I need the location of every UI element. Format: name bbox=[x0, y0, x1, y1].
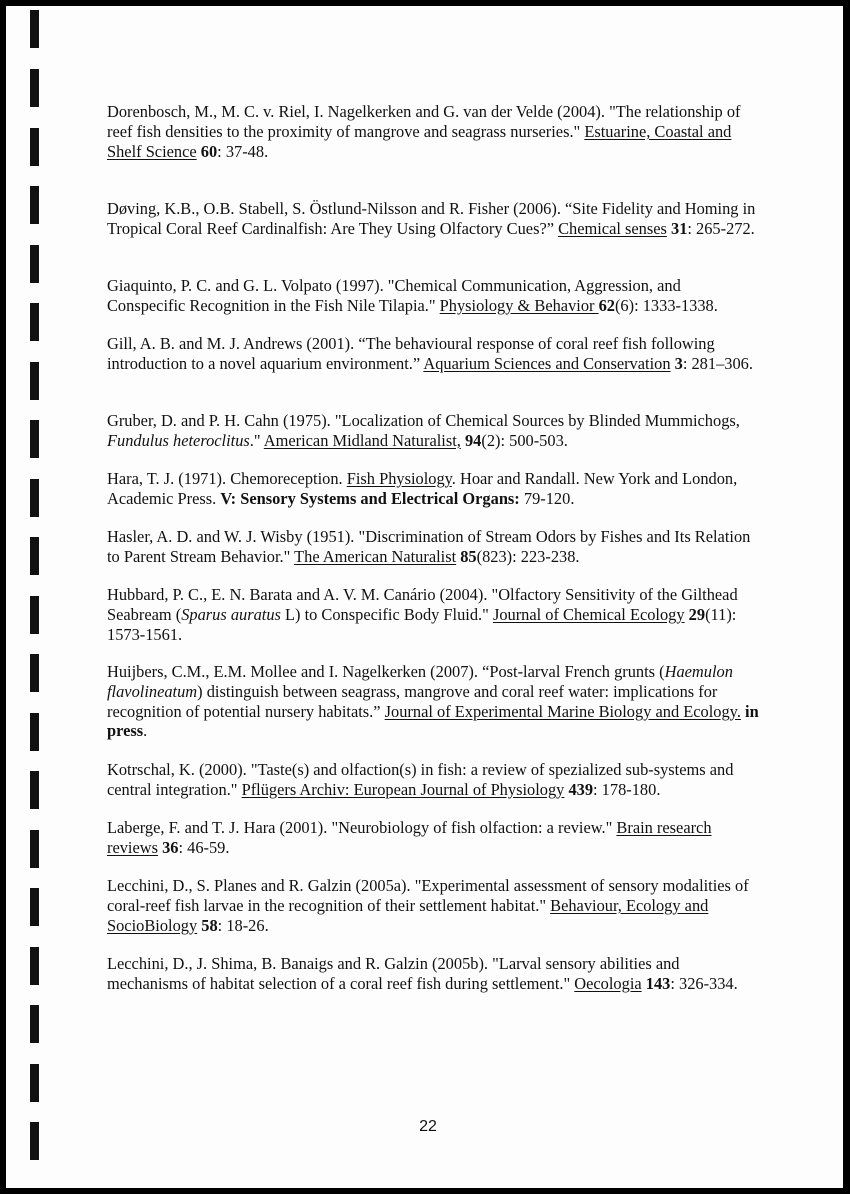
reference-authors: Hubbard, P. C., E. N. Barata and A. V. M. Canário (2004). "Olfactory Sensitivity of the Gilthead Seabream ( bbox=[107, 585, 738, 624]
reference-entry bbox=[107, 662, 762, 741]
binding-hole bbox=[30, 245, 39, 283]
binding-hole bbox=[30, 713, 39, 751]
reference-species: Sparus auratus bbox=[181, 604, 281, 624]
reference-authors: Laberge, F. and T. J. Hara (2001). "Neurobiology of fish olfaction: a review." bbox=[107, 818, 617, 837]
reference-pages: : 46-59. bbox=[178, 837, 230, 857]
reference-authors: Hasler, A. D. and W. J. Wisby (1951). "Discrimination of Stream Odors by Fishes and Its Relation to Parent Stream Behavior." bbox=[107, 527, 751, 566]
reference-authors: Dorenbosch, M., M. C. v. Riel, I. Nagelkerken and G. van der Velde (2004). "The relationship of reef fish densities to the proximity of mangrove and seagrass nurseries." bbox=[107, 102, 741, 141]
binding-hole bbox=[30, 303, 39, 341]
reference-journal: The American Naturalist bbox=[294, 546, 457, 566]
reference-entry bbox=[107, 527, 762, 567]
reference-authors: Gill, A. B. and M. J. Andrews (2001). “The behavioural response of coral reef fish following introduction to a novel aquarium environment.” bbox=[107, 334, 715, 373]
binding-holes bbox=[6, 6, 46, 1188]
reference-pages: : 18-26. bbox=[217, 915, 269, 935]
reference-species: Fundulus heteroclitus bbox=[107, 430, 250, 450]
reference-entry bbox=[107, 818, 762, 858]
reference-pages: (11): 1573-1561. bbox=[107, 604, 737, 644]
reference-authors: Lecchini, D., J. Shima, B. Banaigs and R. Galzin (2005b). "Larval sensory abilities and mechanisms of habitat selection of a coral reef fish during settlement." bbox=[107, 954, 680, 993]
binding-hole bbox=[30, 654, 39, 692]
reference-species: Haemulon flavolineatum bbox=[107, 662, 733, 701]
reference-pages: 79-120. bbox=[519, 488, 575, 508]
reference-journal: Aquarium Sciences and Conservation bbox=[423, 353, 671, 373]
reference-entry bbox=[107, 276, 762, 316]
reference-authors: L) to Conspecific Body Fluid." bbox=[280, 604, 493, 624]
binding-hole bbox=[30, 10, 39, 48]
binding-hole bbox=[30, 830, 39, 868]
reference-volume: 31 bbox=[671, 218, 688, 238]
reference-journal: Journal of Chemical Ecology bbox=[492, 604, 685, 624]
reference-publisher: . Hoar and Randall. New York and London, Academic Press. bbox=[107, 469, 738, 508]
reference-volume: 36 bbox=[157, 837, 179, 857]
reference-pages: : 37-48. bbox=[217, 141, 269, 161]
binding-hole bbox=[30, 479, 39, 517]
reference-pages: (6): 1333-1338. bbox=[614, 295, 718, 315]
reference-authors: Giaquinto, P. C. and G. L. Volpato (1997). "Chemical Communication, Aggression, and Conspecific Recognition in the Fish Nile Tilapia." bbox=[107, 276, 681, 315]
reference-entry bbox=[107, 102, 762, 161]
binding-hole bbox=[30, 69, 39, 107]
reference-authors: Døving, K.B., O.B. Stabell, S. Östlund-Nilsson and R. Fisher (2006). “Site Fidelity and Homing in Tropical Coral Reef Cardinalfish: Are They Using Olfactory Cues?” bbox=[107, 199, 756, 238]
reference-journal: Physiology & Behavior bbox=[439, 295, 599, 315]
reference-volume: V: Sensory Systems and Electrical Organs: bbox=[220, 488, 520, 508]
reference-volume: 94 bbox=[460, 430, 482, 450]
binding-hole bbox=[30, 1005, 39, 1043]
page-number: 22 bbox=[419, 1118, 437, 1135]
reference-volume: 29 bbox=[684, 604, 706, 624]
reference-authors: Hara, T. J. (1971). Chemoreception. bbox=[107, 469, 347, 488]
reference-volume: in press bbox=[107, 701, 759, 741]
binding-hole bbox=[30, 186, 39, 224]
reference-volume: 62 bbox=[598, 295, 615, 315]
reference-journal: Chemical senses bbox=[558, 218, 667, 238]
reference-entry bbox=[107, 411, 762, 451]
reference-pages: : 178-180. bbox=[593, 779, 661, 799]
reference-volume: 58 bbox=[197, 915, 218, 935]
reference-authors: Gruber, D. and P. H. Cahn (1975). "Localization of Chemical Sources by Blinded Mummichogs, bbox=[107, 411, 740, 430]
reference-authors: Huijbers, C.M., E.M. Mollee and I. Nagelkerken (2007). “Post-larval French grunts ( bbox=[107, 662, 665, 681]
reference-journal: Pflügers Archiv: European Journal of Physiology bbox=[241, 779, 565, 799]
reference-volume: 143 bbox=[641, 973, 671, 993]
reference-journal: Behaviour, Ecology and SocioBiology bbox=[107, 895, 709, 935]
reference-entry bbox=[107, 334, 762, 374]
reference-entry bbox=[107, 585, 762, 644]
reference-pages: (2): 500-503. bbox=[481, 430, 568, 450]
reference-journal: American Midland Naturalist, bbox=[263, 430, 461, 450]
reference-pages: (823): 223-238. bbox=[476, 546, 580, 566]
reference-journal: Oecologia bbox=[574, 973, 642, 993]
reference-volume: 60 bbox=[200, 141, 218, 161]
reference-journal: Estuarine, Coastal and Shelf Science bbox=[107, 121, 732, 161]
binding-hole bbox=[30, 888, 39, 926]
reference-authors: Kotrschal, K. (2000). "Taste(s) and olfaction(s) in fish: a review of spezialized sub-systems and central integration." bbox=[107, 760, 734, 799]
reference-entry bbox=[107, 876, 762, 935]
binding-hole bbox=[30, 537, 39, 575]
reference-pages: : 281–306. bbox=[682, 353, 753, 373]
reference-volume: 85 bbox=[456, 546, 477, 566]
reference-entry bbox=[107, 199, 762, 239]
binding-hole bbox=[30, 1122, 39, 1160]
reference-authors: Lecchini, D., S. Planes and R. Galzin (2005a). "Experimental assessment of sensory modalities of coral-reef fish larvae in the recognition of their settlement habitat." bbox=[107, 876, 749, 915]
binding-hole bbox=[30, 362, 39, 400]
binding-hole bbox=[30, 947, 39, 985]
reference-volume: 3 bbox=[670, 353, 683, 373]
binding-hole bbox=[30, 596, 39, 634]
binding-hole bbox=[30, 771, 39, 809]
reference-journal: Fish Physiology bbox=[346, 469, 452, 488]
reference-volume: 439 bbox=[564, 779, 594, 799]
document-page bbox=[6, 6, 843, 1188]
binding-hole bbox=[30, 128, 39, 166]
reference-entry bbox=[107, 469, 762, 509]
reference-journal: Brain research reviews bbox=[107, 818, 712, 857]
reference-authors: ) distinguish between seagrass, mangrove and coral reef water: implications for recognition of potential nursery habitats.” bbox=[107, 681, 718, 721]
reference-pages: : 326-334. bbox=[670, 973, 738, 993]
reference-pages: : 265-272. bbox=[687, 218, 755, 238]
reference-entry bbox=[107, 760, 762, 800]
reference-entry bbox=[107, 954, 762, 994]
reference-journal: Journal of Experimental Marine Biology and Ecology. bbox=[384, 701, 741, 721]
binding-hole bbox=[30, 1064, 39, 1102]
reference-authors: ." bbox=[249, 430, 264, 450]
binding-hole bbox=[30, 420, 39, 458]
reference-pages: . bbox=[143, 721, 148, 741]
